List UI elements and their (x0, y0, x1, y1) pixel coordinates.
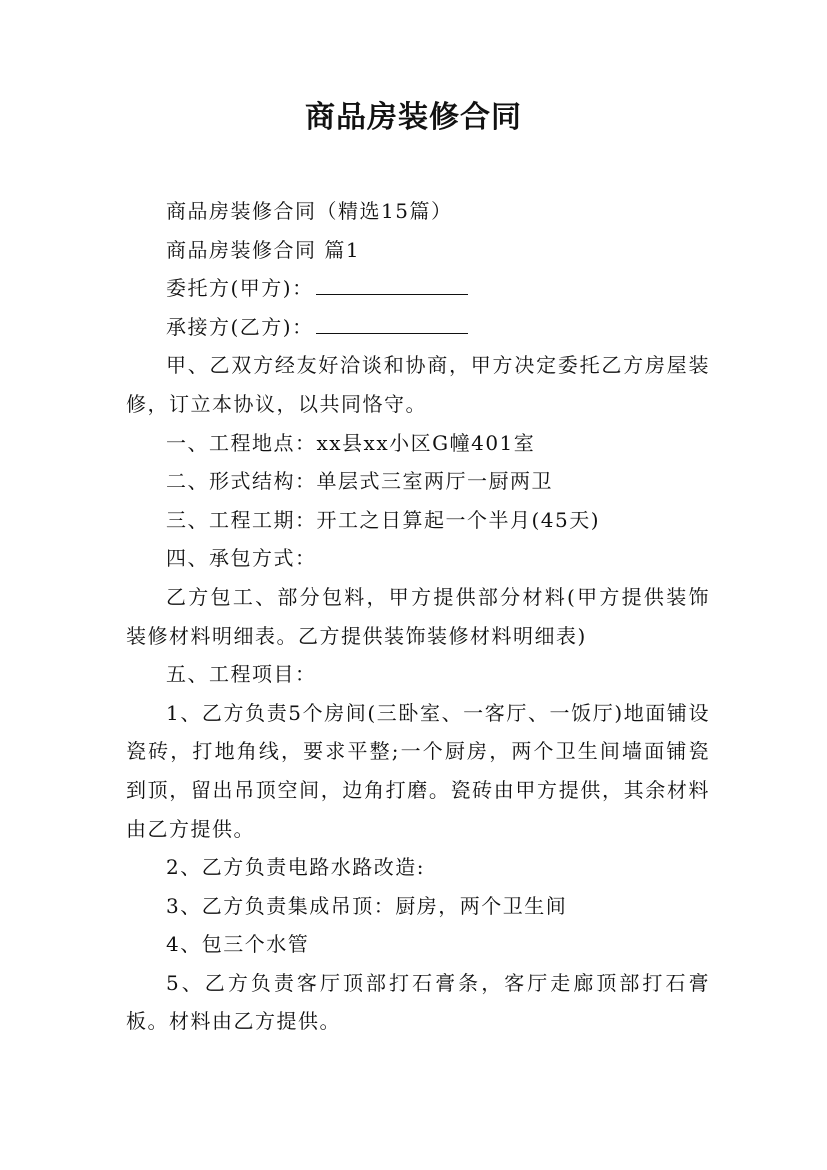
paragraph-item-1: 1、乙方负责5个房间(三卧室、一客厅、一饭厅)地面铺设瓷砖，打地角线，要求平整;一个厨房，两个卫生间墙面铺瓷到顶，留出吊顶空间，边角打磨。瓷砖由甲方提供，其余材料由乙方提供。 (126, 700, 710, 841)
party-a-label: 委托方(甲方)： (166, 276, 314, 301)
paragraph-contract-method: 乙方包工、部分包料，甲方提供部分材料(甲方提供装饰装修材料明细表。乙方提供装饰装修材料明细表) (126, 584, 710, 648)
paragraph-structure: 二、形式结构：单层式三室两厅一厨两卫 (166, 469, 553, 494)
paragraph-project-items-heading: 五、工程项目： (166, 662, 317, 687)
paragraph-duration: 三、工程工期：开工之日算起一个半月(45天) (166, 507, 601, 532)
paragraph-collection-title: 商品房装修合同（精选15篇） (166, 199, 453, 223)
paragraph-item-3: 3、乙方负责集成吊顶：厨房，两个卫生间 (166, 893, 568, 918)
party-a-blank (316, 270, 468, 295)
paragraph-agreement-intro: 甲、乙双方经友好洽谈和协商，甲方决定委托乙方房屋装修，订立本协议，以共同恪守。 (126, 353, 710, 416)
paragraph-contract-method-heading: 四、承包方式： (166, 546, 317, 571)
document-title: 商品房装修合同 (305, 100, 522, 135)
paragraph-party-a (126, 269, 710, 308)
paragraph-article-heading: 商品房装修合同 篇1 (166, 237, 361, 262)
party-b-blank (316, 309, 468, 334)
paragraph-item-5: 5、乙方负责客厅顶部打石膏条，客厅走廊顶部打石膏板。材料由乙方提供。 (126, 970, 710, 1034)
document-body (126, 192, 710, 1041)
paragraph-party-b (126, 308, 710, 347)
party-b-label: 承接方(乙方)： (166, 314, 314, 339)
paragraph-item-2: 2、乙方负责电路水路改造: (166, 855, 425, 880)
paragraph-item-4: 4、包三个水管 (166, 932, 310, 957)
paragraph-project-location: 一、工程地点：xx县xx小区G幢401室 (166, 430, 536, 455)
